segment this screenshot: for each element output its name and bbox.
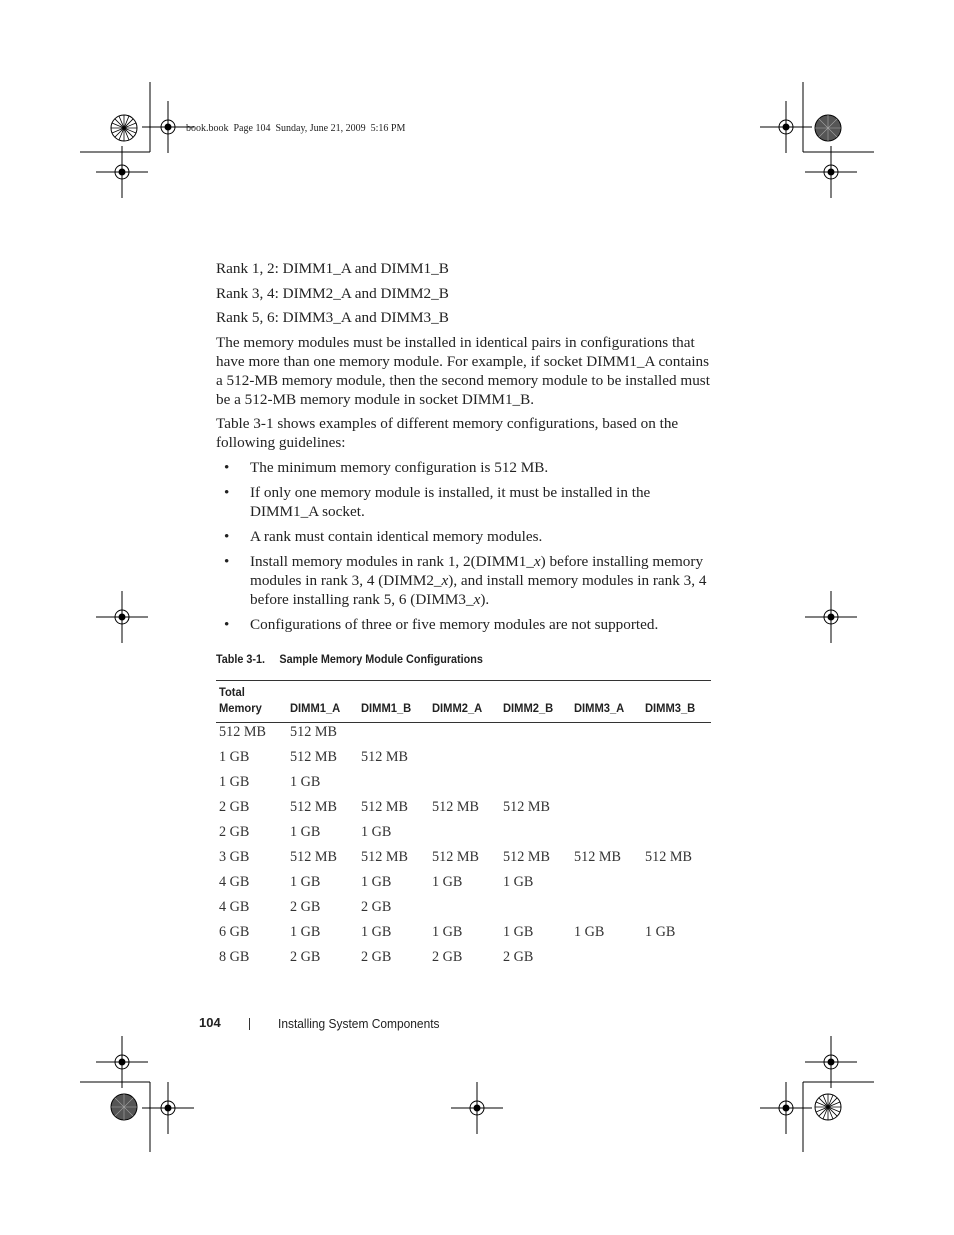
table-cell: 512 MB [361,849,408,865]
table-cell [500,824,571,849]
table-row [216,799,711,824]
table-cell [500,723,571,750]
table-cell [571,723,642,750]
table-row [216,849,711,874]
rank-line-3: Rank 5, 6: DIMM3_A and DIMM3_B [216,309,449,326]
table-cell: 4 GB [219,899,250,915]
table-cell: 512 MB [219,724,266,740]
header-dimm1-b: DIMM1_B [358,681,429,723]
table-cell: 1 GB [432,874,463,890]
paragraph-pairs-rule: The memory modules must be installed in identical pairs in configurations that have more than one memory module. For example, if socket DIMM1_A contains a 512-MB memory module, then the second memory module to be installed must be a 512-MB memory module in socket DIMM1_B. [216,334,710,408]
table-row [216,774,711,799]
table-cell: 512 MB [432,799,479,815]
table-cell [429,824,500,849]
table-cell [358,774,429,799]
table-cell: 2 GB [290,949,321,965]
table-cell: 1 GB [645,924,676,940]
table-cell [358,723,429,750]
table-cell: 1 GB [503,874,534,890]
guideline-item: • Install memory modules in rank 1, 2(DIMM1_x) before installing memory modules in rank 3, 4 (DIMM2_x), and install memory modules in rank 3, 4 before installing rank 5, 6 (DIMM3_x). [224,553,707,608]
table-cell: 2 GB [219,824,250,840]
table-cell: 1 GB [219,749,250,765]
rank-line-1: Rank 1, 2: DIMM1_A and DIMM1_B [216,260,449,277]
table-cell: 2 GB [432,949,463,965]
table-cell: 1 GB [361,874,392,890]
table-row [216,874,711,899]
table-row [216,749,711,774]
table-cell: 1 GB [290,874,321,890]
table-caption-number: Table 3-1. [216,652,266,666]
memory-config-table [216,680,711,974]
table-cell [500,749,571,774]
table-cell [500,899,571,924]
print-slug-line: book.book Page 104 Sunday, June 21, 2009 5:16 PM [186,123,406,134]
table-cell: 512 MB [290,849,337,865]
table-cell [571,774,642,799]
table-cell: 1 GB [219,774,250,790]
rank-line-2: Rank 3, 4: DIMM2_A and DIMM2_B [216,285,449,302]
table-cell [571,799,642,824]
table-cell [571,824,642,849]
table-cell [571,949,642,974]
guidelines-list [216,458,716,640]
table-cell: 1 GB [290,924,321,940]
table-cell: 512 MB [432,849,479,865]
table-cell: 512 MB [290,749,337,765]
table-cell: 512 MB [361,749,408,765]
table-cell [642,899,711,924]
table-cell: 512 MB [290,724,337,740]
bullet-icon: • [224,553,230,570]
table-cell [642,774,711,799]
table-cell: 512 MB [645,849,692,865]
guideline-item: • A rank must contain identical memory modules. [224,528,543,545]
table-cell: 512 MB [503,799,550,815]
table-cell [429,749,500,774]
table-cell: 6 GB [219,924,250,940]
header-dimm3-a: DIMM3_A [571,681,642,723]
table-cell [429,899,500,924]
bullet-icon: • [224,616,230,633]
table-cell: 1 GB [432,924,463,940]
table-cell: 2 GB [361,949,392,965]
header-total-memory: Total Memory [216,681,287,723]
paragraph-table-intro: Table 3-1 shows examples of different memory configurations, based on the following guidelines: [216,415,679,451]
table-cell [642,824,711,849]
guideline-item: • If only one memory module is installed, it must be installed in the DIMM1_A socket. [224,484,651,520]
table-cell: 1 GB [290,774,321,790]
header-dimm1-a: DIMM1_A [287,681,358,723]
guideline-item: • Configurations of three or five memory modules are not supported. [224,616,659,633]
table-cell: 2 GB [361,899,392,915]
bullet-icon: • [224,484,230,501]
bullet-icon: • [224,528,230,545]
header-dimm2-b: DIMM2_B [500,681,571,723]
table-cell: 1 GB [361,924,392,940]
table-cell [429,774,500,799]
table-cell: 512 MB [574,849,621,865]
table-cell [571,874,642,899]
table-cell [642,749,711,774]
table-caption-title: Sample Memory Module Configurations [279,652,483,666]
table-row [216,723,711,750]
table-cell [642,949,711,974]
footer-divider [249,1018,250,1030]
table-cell: 2 GB [290,899,321,915]
table-cell: 2 GB [219,799,250,815]
table-caption [216,652,483,666]
table-cell [571,899,642,924]
table-cell: 512 MB [503,849,550,865]
table-cell [642,799,711,824]
running-footer-title: Installing System Components [278,1016,440,1031]
guideline-item: • The minimum memory configuration is 512 MB. [224,459,549,476]
table-cell: 512 MB [361,799,408,815]
table-cell [429,723,500,750]
page-number: 104 [199,1015,221,1030]
header-dimm3-b: DIMM3_B [642,681,711,723]
table-body [216,723,711,975]
table-row [216,924,711,949]
table-cell: 512 MB [290,799,337,815]
table-cell [642,874,711,899]
header-dimm2-a: DIMM2_A [429,681,500,723]
table-row [216,824,711,849]
table-cell: 3 GB [219,849,250,865]
table-cell: 1 GB [574,924,605,940]
table-cell: 1 GB [290,824,321,840]
table-row [216,949,711,974]
table-cell [642,723,711,750]
table-cell: 8 GB [219,949,250,965]
table-cell: 2 GB [503,949,534,965]
table-cell [500,774,571,799]
table-cell: 4 GB [219,874,250,890]
bullet-icon: • [224,459,230,476]
table-row [216,899,711,924]
table-cell: 1 GB [361,824,392,840]
table-cell: 1 GB [503,924,534,940]
table-header-row [216,681,711,723]
table-cell [571,749,642,774]
